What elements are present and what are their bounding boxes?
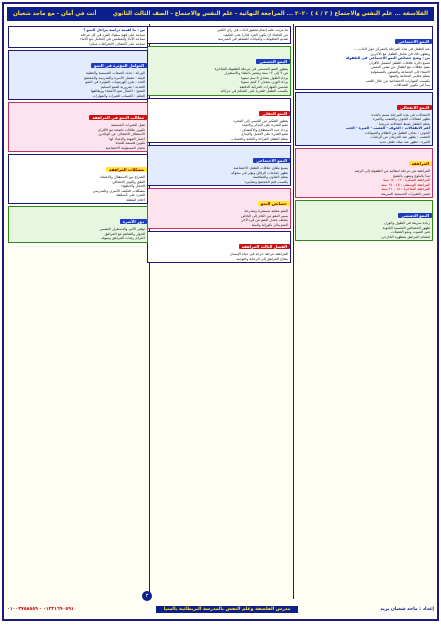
text-line: يزداد الطول بمعدل ٥ سم سنويا: [240, 75, 288, 80]
text-line: المراهقة الوسطى : ١٥ - ١٧ سنة: [381, 182, 430, 187]
text-line: تتسع دائرة علاقات الطفل لتشمل الأقران: [368, 60, 430, 65]
text-line: تحمل المسئولية الاجتماعية: [105, 145, 145, 150]
text-line: الانتماء إلى الجماعة والشعور بالمسئولية: [370, 69, 430, 74]
text-line: تظهر جماعات الرفاق وتؤثر في سلوكه: [231, 170, 288, 175]
left-section-family: [8, 206, 148, 243]
text-line: الغدد : تفرز الهرمونات المؤثرة في النمو: [85, 80, 145, 84]
text-line: الخوف : يخاف الطفل من الظلام والحيوانات: [364, 130, 430, 135]
text-line: تتميز بالتغيرات الجسمية السريعة: [381, 191, 430, 196]
text-line: الاستقلال الانفعالي عن الوالدين: [98, 132, 145, 136]
text-line: تساعد الآباء والمعلمين في التعامل مع الأبناء: [80, 37, 145, 41]
left-intro: [8, 26, 148, 48]
text-line: من العلماء أن يكون الفرد قادرا على التكيف: [223, 32, 288, 37]
text-line: تساعد على فهم سلوك الفرد في كل مرحلة: [80, 32, 145, 37]
page-header: [7, 7, 434, 21]
text-line: تساعد على اكتشاف الانحرافات مبكرا: [89, 41, 145, 46]
text-line: المراهقة المبكرة : ١٢ - ١٤ سنة: [382, 178, 430, 182]
text-line: يتطور النمو الجسمي في مرحلة الطفولة المتأخرة: [214, 66, 288, 71]
text-line: يزداد الوزن بمعدل ٢ كجم سنويا: [241, 80, 288, 84]
right-section-adolescence: [295, 148, 433, 198]
prepared-by: إعداد : ماجد شعبان يزيد: [380, 607, 434, 612]
text-line: القلق والتوتر الانفعالي: [112, 179, 145, 184]
section-tag: النمو الانفعالي: [397, 105, 432, 110]
text-line: ظهور الخصائص الجنسية الثانوية: [382, 225, 430, 230]
section-tag: النمو الاجتماعي: [253, 158, 290, 163]
question-line: س : ما أهمية دراسة مراحل النمو ؟: [83, 28, 145, 32]
text-line: زيادة سريعة في الطول والوزن: [384, 221, 430, 225]
text-line: ما يترتب عليه إتمام تحقيق الذات في رأي الكثير: [217, 28, 288, 32]
text-line: المراهقة مرحلة حرجة في حياة الإنسان: [229, 252, 288, 256]
text-line: تظهر انفعالات الخوف والغضب والغيرة: [373, 117, 430, 121]
page-number: ٣: [142, 591, 152, 601]
section-tag: خصائص النمو: [258, 201, 290, 206]
text-line: من ٩ إلى ١٢ سنة وتتميز بالبطء والاستقرار: [224, 71, 288, 75]
text-line: عند الطفل في هذه المرحلة بالتمركز حول الذات ...: [353, 47, 430, 51]
section-tag: مشكلات المراهقة: [106, 167, 147, 172]
question-line: س : وضح خصائص النمو الاجتماعي في الطفولة: [345, 56, 430, 60]
text-line: ويظهر ذلك في تعامل الطفل مع الآخرين: [370, 51, 430, 56]
text-line: الخجل والانطواء: [121, 184, 145, 188]
text-line: يتعلم التعاون والمنافسة: [252, 175, 288, 179]
left-column: [8, 24, 148, 599]
left-section-factors: [8, 50, 148, 100]
text-line: اختيار المهنة والإعداد لها: [109, 136, 145, 141]
author-tag: أنت في أمان - مع ماجد شعبان: [13, 11, 97, 17]
text-line: تقبل التغيرات الجسمية: [111, 123, 145, 127]
section-tag: المراهقة: [409, 161, 433, 166]
section-tag: النمو العقلي: [259, 111, 290, 116]
text-line: الغضب : يظهر عند الحرمان من الرغبات: [370, 135, 430, 139]
right-section-emotional: [295, 92, 433, 147]
text-line: تكوين علاقات ناضجة مع الأقران: [97, 127, 145, 132]
text-line: احترام رغبات المراهق وميوله: [101, 236, 145, 240]
middle-section-physical: [147, 46, 291, 96]
header-title: الفلاسفة ... علم النفس والاجتماع ( ٣ / ٤ ) ٢٠٢٠ ... المراجعة النهائية - علم النفس والاجتماع - الصف الثالث الثانوي: [112, 11, 428, 17]
text-line: مشكلات التكيف الأسري والمدرسي: [92, 188, 145, 193]
text-line: أهم الانفعالات : الخوف - الغضب - الغيرة - الحب: [345, 126, 430, 130]
middle-intro: [147, 26, 291, 44]
text-line: أحلام اليقظة: [126, 197, 145, 202]
text-line: يقيم علاقات مع أطفال من نفس الجنس: [371, 65, 430, 69]
section-tag: مطالب النمو في المراهقة: [89, 115, 147, 120]
text-line: يتعلم الطفل القراءة والكتابة والحساب: [231, 136, 288, 141]
text-line: يحتاج المراهق إلى الرعاية والتوجيه: [236, 256, 288, 261]
text-line: الانفعالات في هذه المرحلة تتسم بالحدة: [371, 112, 430, 117]
middle-column: [147, 24, 291, 599]
text-line: الصراع بين الاستقلال والاعتماد: [99, 175, 145, 179]
text-line: المراهقة المتأخرة : ١٨ - ٢١ سنة: [381, 187, 430, 191]
section-tag: دور الأسرة: [120, 219, 147, 224]
column-divider-right: [293, 24, 294, 599]
worksheet-page: [2, 2, 439, 621]
left-section-problems: [8, 154, 148, 204]
text-line: يتطور التفكير من الحسي إلى المجرد: [233, 118, 288, 123]
text-line: تغير الصوت ونمو العضلات: [391, 230, 430, 234]
page-footer: [7, 603, 434, 616]
text-line: النمو يتأثر بالوراثة والبيئة: [251, 222, 288, 227]
text-line: يتعلم معايير الجماعة وقيمها: [389, 74, 430, 78]
text-line: النضج : اكتمال نمو الأعضاء ووظائفها: [90, 89, 145, 93]
text-line: يكتسب قيم المجتمع ومعاييره: [244, 179, 288, 184]
text-line: تكوين فلسفة للحياة: [115, 141, 145, 145]
school-line: مدرس الفلسفة وعلم النفس بالمدرسة البريطانية بالمنيا: [156, 606, 299, 613]
text-line: التغذية : ضرورية للنمو السليم: [100, 84, 145, 89]
text-line: النمو عملية مستمرة ومتدرجة: [244, 209, 288, 213]
text-line: الحوار والتفاهم مع المراهق: [104, 231, 145, 236]
middle-section-social: [147, 145, 291, 186]
text-line: يكتسب المهارات الاجتماعية من خلال اللعب: [365, 78, 430, 83]
right-section-physical: [295, 200, 433, 241]
text-line: المراهقة هي مرحلة انتقالية من الطفولة إلى الرشد: [354, 169, 430, 173]
text-line: يختلف معدل النمو من فرد لآخر: [241, 218, 288, 222]
text-line: يبدأ في تكوين الصداقات: [394, 83, 430, 87]
text-line: توفير الأمن والاستقرار النفسي: [99, 227, 145, 231]
text-line: تنمو القدرة على التذكر والانتباه: [241, 123, 288, 127]
phone-numbers: ٠١٢٢١٦٩٠٥٩١ - ٠١٠٠٣٧٥٨٥٥٩: [7, 607, 74, 612]
text-line: يتعلم الطفل ضبط انفعالاته تدريجيا: [379, 121, 430, 126]
middle-bottom: [147, 231, 291, 263]
text-line: تتحسن المهارات الحركية الدقيقة: [239, 84, 288, 89]
middle-section-traits: [147, 188, 291, 229]
text-line: البيئة : تشمل الأسرة والمدرسة والمجتمع: [84, 75, 145, 80]
text-line: الغيرة : تظهر عند ميلاد طفل جديد: [379, 139, 430, 144]
section-tag: العوامل المؤثرة في النمو: [91, 63, 147, 68]
text-line: الوراثة : تحدد الصفات الجسمية والعقلية: [85, 71, 145, 75]
text-line: يكتسب الطفل القدرة على التحكم في حركاته: [220, 89, 288, 93]
text-line: يزداد حب الاستطلاع والاكتشاف: [241, 127, 288, 132]
middle-section-mental: [147, 98, 291, 144]
right-section-social: [295, 26, 433, 90]
right-column: [295, 24, 433, 599]
text-line: يتسع نطاق علاقات الطفل الاجتماعية: [233, 166, 288, 170]
section-tag: النمو الجسمي: [256, 59, 290, 64]
chapter-tag: الفصل الثالث المراهقة: [239, 244, 290, 249]
text-line: تنمو القدرة على التخيل والإبداع: [241, 132, 288, 136]
text-line: تبدأ بالبلوغ وتنتهي بالنضج: [392, 173, 430, 178]
text-line: تقديم المعلومات والبيانات للمتعلم في المدرسة: [218, 37, 288, 41]
section-tag: النمو الاجتماعي: [395, 39, 432, 44]
text-line: اهتمام المراهق بمظهره الخارجي: [381, 234, 430, 239]
section-tag: النمو الجسمي: [398, 213, 432, 218]
text-line: التعلم : اكتساب الخبرات والمهارات: [92, 93, 145, 98]
text-line: يسير النمو من العام إلى الخاص: [241, 213, 288, 218]
left-section-demands: [8, 102, 148, 152]
text-line: التمرد على السلطة: [116, 193, 145, 197]
